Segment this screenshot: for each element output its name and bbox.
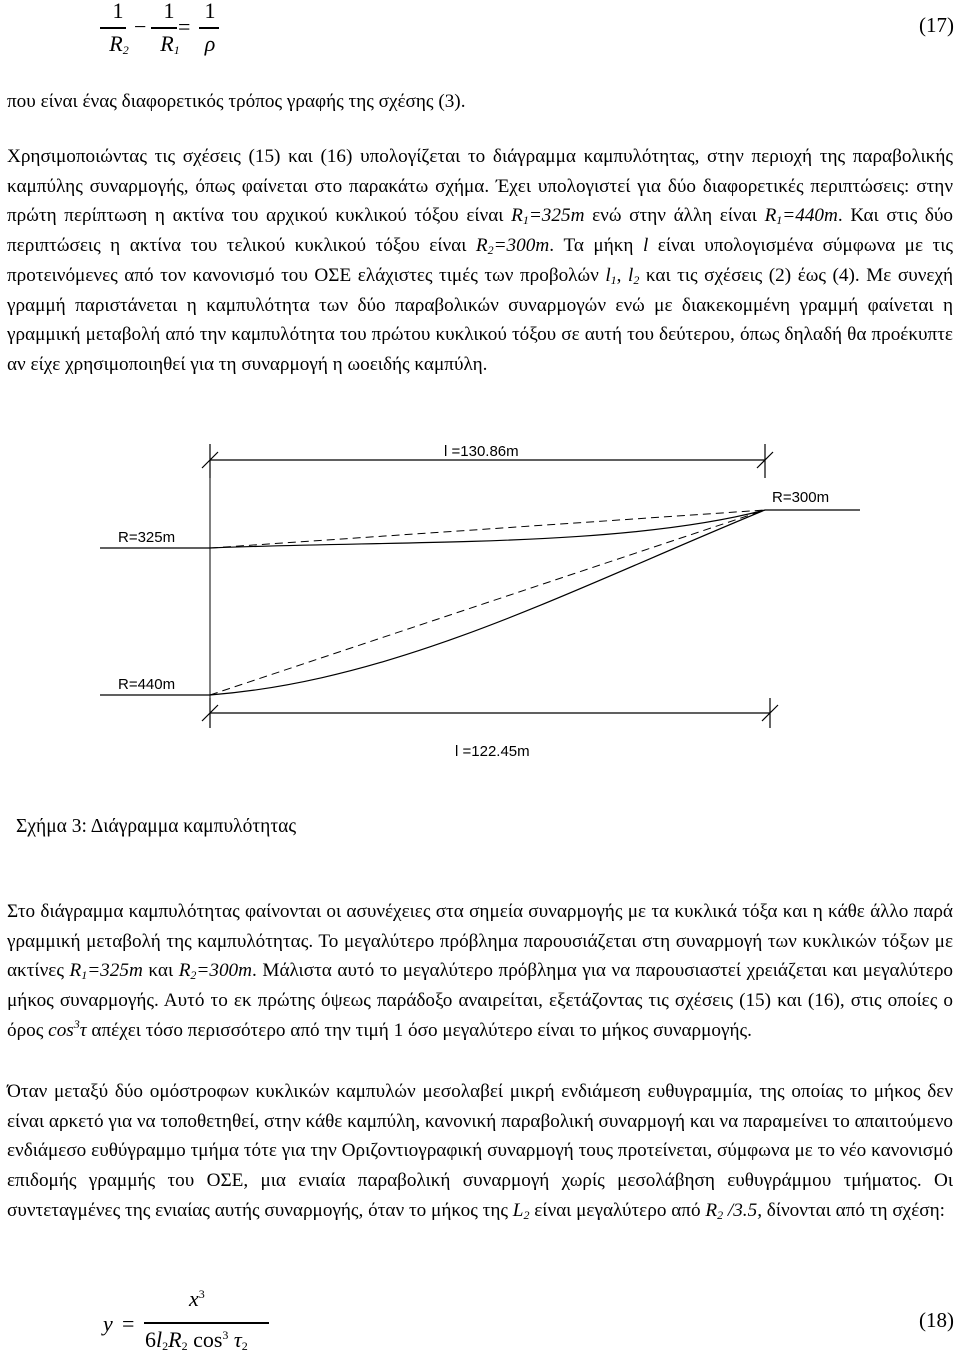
eq18-fraction-bar (144, 1322, 269, 1324)
eq17-bar2 (151, 27, 177, 29)
label-l-bottom: l =122.45m (455, 743, 530, 760)
eq17-equals: = (178, 14, 191, 39)
paragraph-1: που είναι ένας διαφορετικός τρόπος γραφής της σχέσης (3). (7, 91, 466, 112)
eq18-equals: = (122, 1311, 135, 1336)
label-r300: R=300m (772, 489, 830, 506)
label-r440: R=440m (118, 676, 176, 693)
eq17-num3: 1 (204, 0, 216, 23)
linear-transition-r440 (210, 510, 765, 695)
eq17-den3: ρ (204, 31, 216, 56)
eq17-num1: 1 (112, 0, 124, 23)
eq17-den2: $R_1$ (160, 31, 180, 57)
equation-18 (0, 1280, 960, 1357)
eq18-numerator: $x^3$ (189, 1286, 205, 1311)
linear-transition-r325 (210, 510, 765, 548)
eq17-bar3 (199, 27, 219, 29)
eq17-minus: − (134, 14, 147, 39)
eq18-denominator: $6l_2R_2$ $\cos^3 \tau_2$ (145, 1327, 248, 1353)
paragraph-3: Στο διάγραμμα καμπυλότητας φαίνονται οι ασυνέχειες στα σημεία συναρμογής με τα κυκλικά τόξα και η κάθε άλλο παρά γραμμική μεταβολή της καμπυλότητας. Το μεγαλύτερο πρόβλημα παρουσιάζεται στη συναρμογή των κυκλικών τόξων με ακτίνες $R_1=325m$ και $R_2=300m$. Μάλιστα αυτό το μεγαλύτερο πρόβλημα για να παρουσιαστεί χρειάζεται και μεγαλύτερο μήκος συναρμογής. Αυτό το εκ πρώτης όψεως παράδοξο αναιρείται, εξετάζοντας τις σχέσεις (15) και (16), στις οποίες ο όρος $\cos^3\tau$ απέχει τόσο περισσότερο από την τιμή 1 όσο μεγαλύτερο είναι το μήκος συναρμογής. (7, 901, 953, 1041)
paragraph-4: Όταν μεταξύ δύο ομόστροφων κυκλικών καμπυλών μεσολαβεί μικρή ενδιάμεση ευθυγραμμία, της οποίας το μήκος δεν είναι αρκετό για να τοποθετηθεί, στην κάθε καμπύλη, κανονική παραβολική συναρμογή και να παραμείνει το απαιτούμενο ενδιάμεσο ευθύγραμμο τμήμα τότε για την Οριζοντιογραφική συναρμογή τους προτείνεται, σύμφωνα με το νέο κανονισμό επιδομής γραμμής του ΟΣΕ, μια ενιαία παραβολική συναρμογή χωρίς μεσολάβηση ευθυγράμμου τμήματος. Οι συντεταγμένες της ενιαίας αυτής συναρμογής, όταν το μήκος της $L_2$ είναι μεγαλύτερο από $R_2$ /3.5, δίνονται από τη σχέση: (7, 1081, 953, 1222)
figure-caption: Σχήμα 3: Διάγραμμα καμπυλότητας (16, 816, 297, 837)
eq17-den1: $R_2$ (109, 31, 129, 57)
eq17-number: (17) (919, 13, 954, 37)
label-r325: R=325m (118, 529, 176, 546)
paragraph-2: Χρησιμοποιώντας τις σχέσεις (15) και (16) υπολογίζεται το διάγραμμα καμπυλότητας, στην περιοχή της παραβολικής καμπύλης συναρμογής, όπως φαίνεται στο παρακάτω σχήμα. Έχει υπολογιστεί για δύο διαφορετικές περιπτώσεις: στην πρώτη περίπτωση η ακτίνα του αρχικού κυκλικού τόξου είναι $R_1=325m$ ενώ στην άλλη είναι $R_1=440m$. Και στις δύο περιπτώσεις η ακτίνα του τελικού κυκλικού τόξου είναι $R_2=300m$. Τα μήκη l είναι υπολογισμένα σύμφωνα με τις προτεινόμενες από τον κανονισμό του ΟΣΕ ελάχιστες τιμές των προβολών $l_1$, $l_2$ και τις σχέσεις (2) έως (4). Με συνεχή γραμμή παριστάνεται η καμπυλότητα των δύο παραβολικών συναρμογών ενώ με διακεκομμένη γραμμή φαίνεται η γραμμική μεταβολή από την καμπυλότητα του πρώτου κυκλικού τόξου σε αυτή του δεύτερου, όπως δηλαδή θα προέκυπτε αν είχε χρησιμοποιηθεί για τη συναρμογή η ωοειδής καμπύλη. (7, 146, 954, 375)
label-l-top: l =130.86m (444, 443, 519, 460)
eq17-num2: 1 (163, 0, 175, 23)
eq18-lhs: y (103, 1311, 113, 1336)
eq18-number: (18) (919, 1308, 954, 1332)
curvature-diagram (100, 430, 860, 800)
eq17-bar1 (100, 27, 126, 29)
